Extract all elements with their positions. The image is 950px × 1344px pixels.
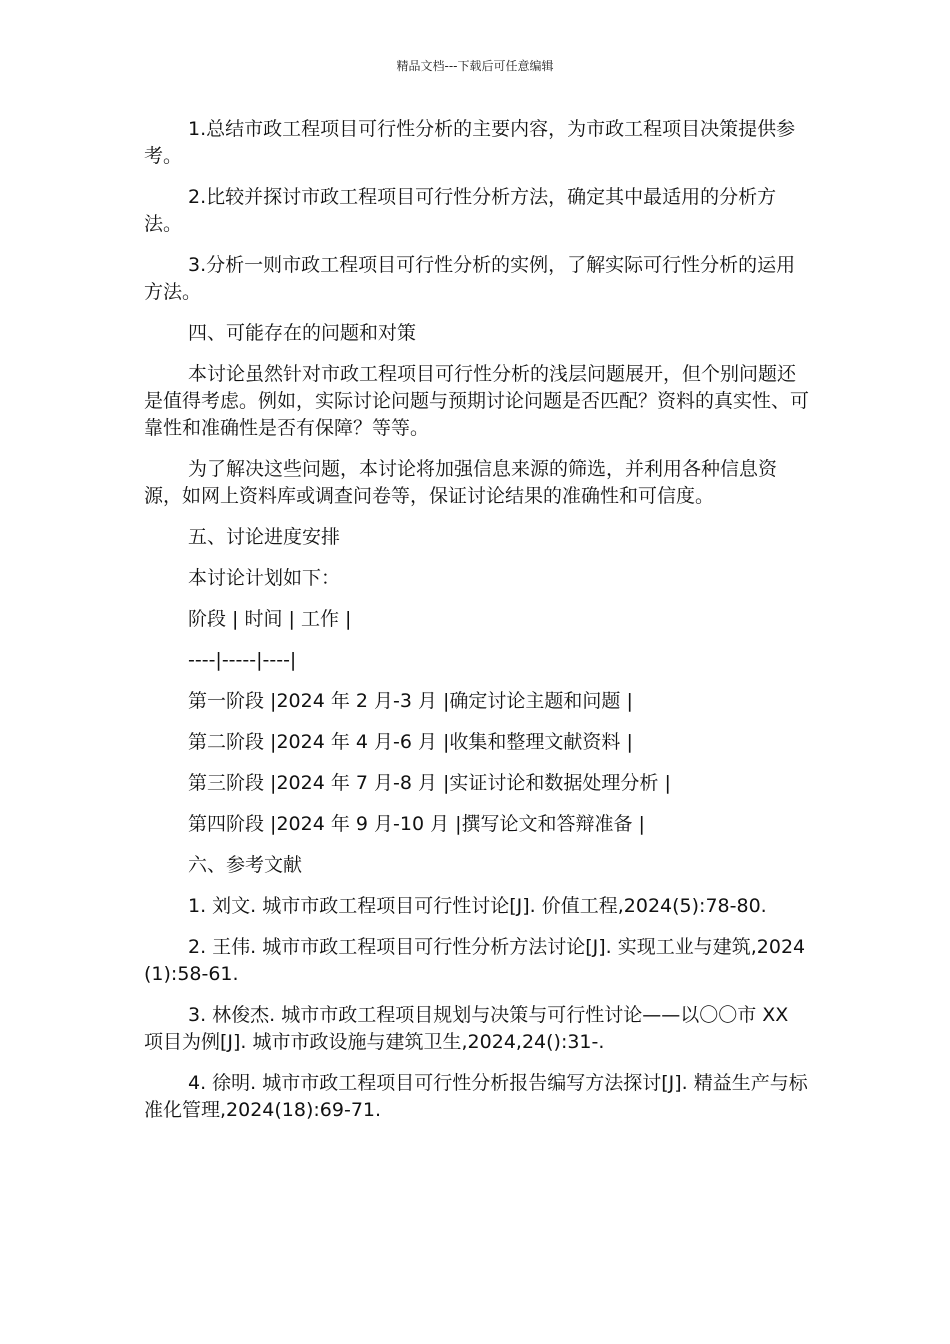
- countermeasures-paragraph: 为了解决这些问题，本讨论将加强信息来源的筛选，并利用各种信息资源，如网上资料库或调查问卷等，保证讨论结果的准确性和可信度。: [144, 458, 778, 507]
- schedule-row-1: 第一阶段 |2024 年 2 月-3 月 |确定讨论主题和问题 |: [188, 690, 633, 712]
- reference-2: 2. 王伟. 城市市政工程项目可行性分析方法讨论[J]. 实现工业与建筑,2024(1):58-61.: [144, 936, 806, 985]
- schedule-header-row: 阶段 | 时间 | 工作 |: [188, 608, 352, 630]
- schedule-intro: 本讨论计划如下：: [188, 567, 341, 589]
- schedule-separator-row: ----|-----|----|: [188, 649, 297, 671]
- objective-3: 3.分析一则市政工程项目可行性分析的实例，了解实际可行性分析的运用方法。: [144, 254, 796, 303]
- page-header: 精品文档---下载后可任意编辑: [396, 59, 554, 73]
- reference-1: 1. 刘文. 城市市政工程项目可行性讨论[J]. 价值工程,2024(5):78-80.: [188, 895, 767, 917]
- objective-2: 2.比较并探讨市政工程项目可行性分析方法，确定其中最适用的分析方法。: [144, 186, 777, 235]
- document-body: [144, 116, 810, 1138]
- schedule-row-4: 第四阶段 |2024 年 9 月-10 月 |撰写论文和答辩准备 |: [188, 813, 645, 835]
- section-heading-5: 五、讨论进度安排: [188, 526, 341, 548]
- reference-3: 3. 林俊杰. 城市市政工程项目规划与决策与可行性讨论——以〇〇市 XX 项目为例[J]. 城市市政设施与建筑卫生,2024,24():31-.: [144, 1004, 789, 1053]
- objective-1: 1.总结市政工程项目可行性分析的主要内容，为市政工程项目决策提供参考。: [144, 118, 796, 167]
- section-heading-4: 四、可能存在的问题和对策: [188, 322, 417, 344]
- schedule-row-2: 第二阶段 |2024 年 4 月-6 月 |收集和整理文献资料 |: [188, 731, 633, 753]
- reference-4: 4. 徐明. 城市市政工程项目可行性分析报告编写方法探讨[J]. 精益生产与标准化管理,2024(18):69-71.: [144, 1072, 808, 1121]
- problems-paragraph: 本讨论虽然针对市政工程项目可行性分析的浅层问题展开，但个别问题还是值得考虑。例如，实际讨论问题与预期讨论问题是否匹配？资料的真实性、可靠性和准确性是否有保障？等等。: [144, 363, 810, 439]
- section-heading-6: 六、参考文献: [188, 854, 303, 876]
- schedule-row-3: 第三阶段 |2024 年 7 月-8 月 |实证讨论和数据处理分析 |: [188, 772, 671, 794]
